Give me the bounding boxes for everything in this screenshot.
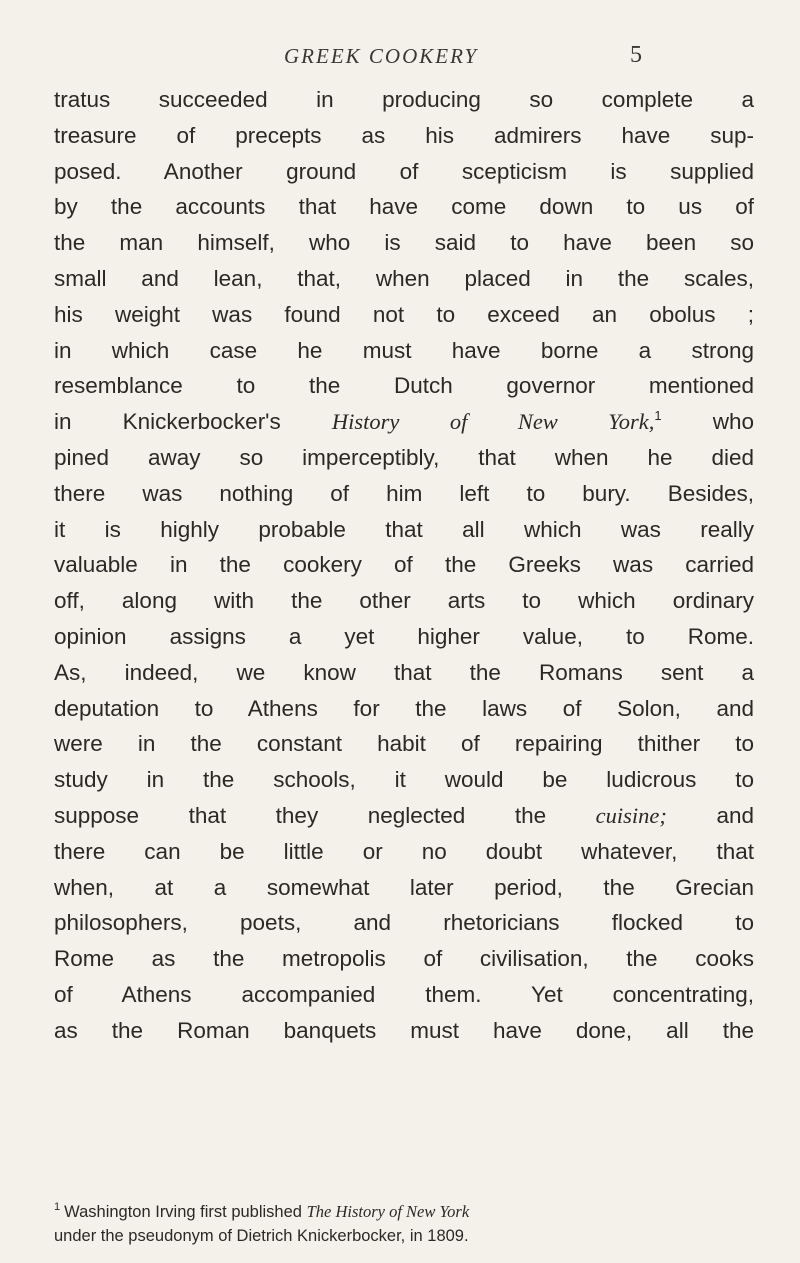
italic-term: cuisine;	[595, 802, 667, 828]
book-title-italic: History of New York	[331, 409, 649, 435]
text-segment: who	[661, 409, 754, 435]
text-line: his weight was found not to exceed an obolus ;	[54, 301, 754, 327]
text-line: off, along with the other arts to which ordinary	[54, 588, 754, 614]
text-line: there can be little or no doubt whatever, that	[54, 838, 754, 864]
text-line: in which case he must have borne a strong	[54, 337, 754, 363]
text-line: As, indeed, we know that the Romans sent a	[54, 659, 754, 685]
text-line: deputation to Athens for the laws of Solon, and	[54, 695, 754, 721]
text-segment: suppose that they neglected the	[54, 802, 596, 828]
body-text	[54, 82, 754, 1049]
text-line: valuable in the cookery of the Greeks was carried	[54, 552, 754, 578]
text-line: there was nothing of him left to bury. Besides,	[54, 480, 754, 506]
text-line: pined away so imperceptibly, that when he died	[54, 444, 754, 470]
page-number: 5	[630, 42, 642, 68]
footnote-reference[interactable]: 1	[654, 408, 662, 424]
running-title: GREEK COOKERY	[284, 44, 479, 68]
text-line: philosophers, poets, and rhetoricians flocked to	[54, 910, 754, 936]
text-segment: ,	[648, 409, 655, 435]
text-line: as the Roman banquets must have done, all the	[54, 1017, 754, 1043]
running-head	[0, 44, 800, 74]
text-line: small and lean, that, when placed in the scales,	[54, 265, 754, 291]
footnote	[54, 1195, 754, 1248]
text-line: of Athens accompanied them. Yet concentrating,	[54, 981, 754, 1007]
text-line: opinion assigns a yet higher value, to Rome.	[54, 623, 754, 649]
text-line: study in the schools, it would be ludicrous to	[54, 767, 754, 793]
text-line: treasure of precepts as his admirers have sup-	[54, 122, 754, 148]
text-line: it is highly probable that all which was really	[54, 516, 754, 542]
text-line-with-italic	[54, 798, 754, 834]
text-line: by the accounts that have come down to us of	[54, 194, 754, 220]
text-line: when, at a somewhat later period, the Grecian	[54, 874, 754, 900]
text-line: were in the constant habit of repairing thither to	[54, 731, 754, 757]
footnote-marker: 1	[54, 1201, 61, 1213]
footnote-line: under the pseudonym of Dietrich Knickerbocker, in 1809.	[54, 1227, 469, 1245]
text-segment: in Knickerbocker's	[54, 409, 332, 435]
text-line-with-citation	[54, 404, 754, 440]
footnote-line	[54, 1195, 754, 1224]
text-line: tratus succeeded in producing so complete a	[54, 87, 754, 112]
text-segment: and	[666, 802, 754, 828]
text-line: posed. Another ground of scepticism is supplied	[54, 158, 754, 184]
text-line: Rome as the metropolis of civilisation, the cooks	[54, 946, 754, 972]
text-line: the man himself, who is said to have been so	[54, 230, 754, 256]
text-line: resemblance to the Dutch governor mentioned	[54, 373, 754, 399]
text-segment: Washington Irving first published	[64, 1203, 307, 1221]
book-title-italic: The History of New York	[306, 1202, 470, 1221]
